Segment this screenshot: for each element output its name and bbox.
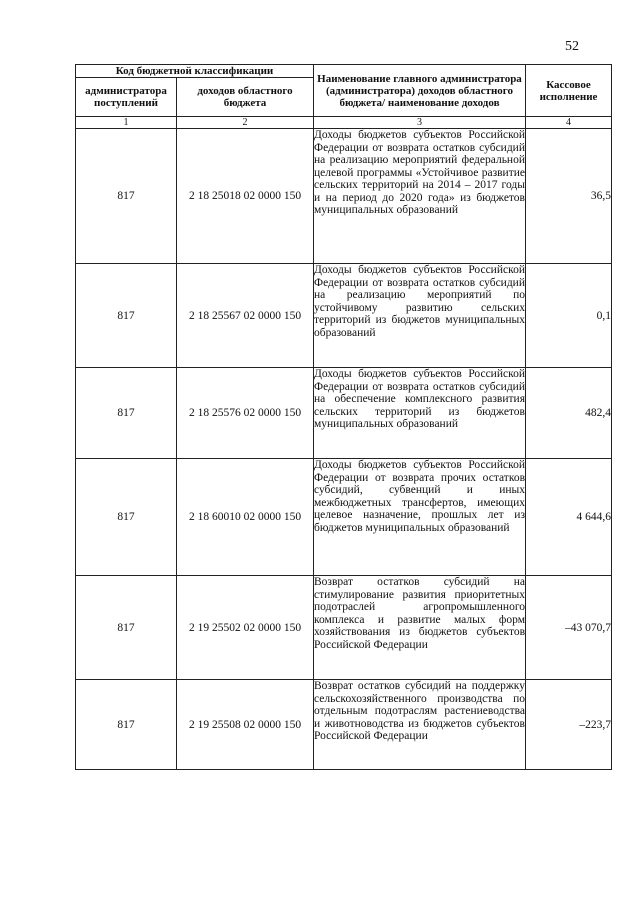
table-row [76, 368, 612, 459]
admin-code-cell: 817 [76, 368, 177, 459]
page-number: 52 [565, 39, 579, 54]
header-amount: Кассовое исполнение [526, 65, 612, 117]
column-number: 2 [177, 117, 314, 129]
budget-table [75, 64, 612, 770]
header-admin: администратора поступлений [76, 78, 177, 117]
column-number: 1 [76, 117, 177, 129]
column-number: 4 [526, 117, 612, 129]
income-code-cell: 2 18 25018 02 0000 150 [177, 129, 314, 264]
table-row [76, 264, 612, 368]
column-number-row [76, 117, 612, 129]
amount-cell: 0,1 [526, 264, 612, 368]
income-code-cell: 2 19 25508 02 0000 150 [177, 680, 314, 770]
header-classification-group: Код бюджетной классификации [76, 65, 314, 78]
table-row [76, 576, 612, 680]
admin-code-cell: 817 [76, 264, 177, 368]
admin-code-cell: 817 [76, 680, 177, 770]
income-name-cell: Доходы бюджетов субъектов Российской Федерации от возврата остатков субсидий на реализацию мероприятий по устойчивому развитию сельских территорий из бюджетов муниципальных образований [314, 264, 526, 368]
table-row [76, 680, 612, 770]
table-row [76, 459, 612, 576]
income-code-cell: 2 19 25502 02 0000 150 [177, 576, 314, 680]
income-code-cell: 2 18 25576 02 0000 150 [177, 368, 314, 459]
admin-code-cell: 817 [76, 129, 177, 264]
column-number: 3 [314, 117, 526, 129]
income-code-cell: 2 18 60010 02 0000 150 [177, 459, 314, 576]
admin-code-cell: 817 [76, 576, 177, 680]
header-income-code: доходов областного бюджета [177, 78, 314, 117]
income-name-cell: Доходы бюджетов субъектов Российской Федерации от возврата остатков субсидий на обеспечение комплексного развития сельских территорий из бюджетов муниципальных образований [314, 368, 526, 459]
amount-cell: –223,7 [526, 680, 612, 770]
amount-cell: –43 070,7 [526, 576, 612, 680]
amount-cell: 482,4 [526, 368, 612, 459]
income-name-cell: Возврат остатков субсидий на стимулирование развития приоритетных подотраслей агропромышленного комплекса и развитие малых форм хозяйствования из бюджетов субъектов Российской Федерации [314, 576, 526, 680]
header-name: Наименование главного администратора (администратора) доходов областного бюджета/ наименование доходов [314, 65, 526, 117]
income-code-cell: 2 18 25567 02 0000 150 [177, 264, 314, 368]
admin-code-cell: 817 [76, 459, 177, 576]
amount-cell: 36,5 [526, 129, 612, 264]
income-name-cell: Доходы бюджетов субъектов Российской Федерации от возврата прочих остатков субсидий, субвенций и иных межбюджетных трансфертов, имеющих целевое назначение, прошлых лет из бюджетов муниципальных образований [314, 459, 526, 576]
amount-cell: 4 644,6 [526, 459, 612, 576]
table-row [76, 129, 612, 264]
income-name-cell: Возврат остатков субсидий на поддержку сельскохозяйственного производства по отдельным подотраслям растениеводства и животноводства из бюджетов субъектов Российской Федерации [314, 680, 526, 770]
income-name-cell: Доходы бюджетов субъектов Российской Федерации от возврата остатков субсидий на реализацию мероприятий федеральной целевой программы «Устойчивое развитие сельских территорий на 2014 – 2017 годы и на период до 2020 года» из бюджетов муниципальных образований [314, 129, 526, 264]
